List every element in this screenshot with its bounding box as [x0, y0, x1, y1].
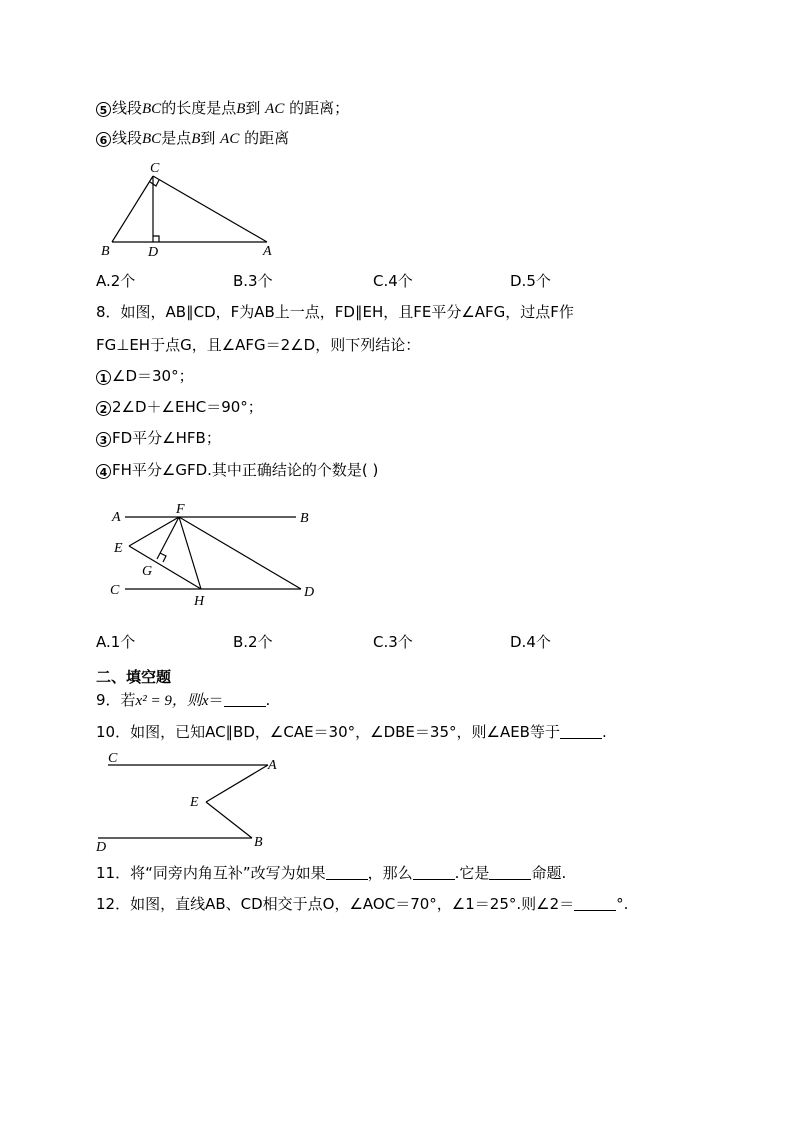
circled-number: 2 [96, 401, 111, 416]
q8-stem-line2: FG⊥EH于点G，且∠AFG＝2∠D，则下列结论： [96, 336, 421, 354]
option-a[interactable]: A.1个 [96, 633, 136, 651]
q7-statement-6: 6 线段BC是点B到 AC 的距离 [96, 128, 289, 149]
option-d[interactable]: D.4个 [510, 633, 551, 651]
label-C: C [110, 583, 120, 598]
label-D: D [304, 585, 315, 600]
label-D: D [148, 245, 159, 260]
label-A: A [263, 244, 272, 259]
q8-conclusion-1: 1 ∠D＝30°； [96, 366, 194, 386]
option-b[interactable]: B.3个 [233, 272, 273, 290]
circled-number: 3 [96, 432, 111, 447]
label-H: H [194, 594, 205, 609]
label-D: D [96, 840, 107, 855]
label-B: B [300, 511, 309, 526]
circled-number: 5 [96, 102, 111, 117]
circled-number: 4 [96, 464, 111, 479]
label-E: E [114, 541, 123, 556]
label-C: C [150, 161, 160, 176]
label-E: E [190, 795, 199, 810]
answer-blank[interactable] [413, 865, 455, 880]
circled-number: 6 [96, 132, 111, 147]
label-B: B [101, 244, 110, 259]
circled-number: 1 [96, 370, 111, 385]
option-a[interactable]: A.2个 [96, 272, 136, 290]
q8-conclusion-4: 4 FH平分∠GFD.其中正确结论的个数是( ) [96, 460, 378, 480]
q8-stem-line1: 8．如图，AB∥CD，F为AB上一点，FD∥EH，且FE平分∠AFG，过点F作 [96, 303, 574, 321]
q11: 11．将“同旁内角互补”改写为如果 ，那么 .它是 命题. [96, 864, 567, 882]
label-A: A [112, 510, 121, 525]
q9: 9．若x² = 9，则x＝ . [96, 691, 271, 709]
answer-blank[interactable] [489, 865, 531, 880]
option-c[interactable]: C.3个 [373, 633, 413, 651]
option-d[interactable]: D.5个 [510, 272, 551, 290]
label-G: G [142, 564, 153, 579]
option-c[interactable]: C.4个 [373, 272, 413, 290]
q12: 12．如图，直线AB、CD相交于点O，∠AOC＝70°，∠1＝25°.则∠2＝ °. [96, 895, 629, 913]
answer-blank[interactable] [326, 865, 368, 880]
q8-conclusion-2: 2 2∠D＋∠EHC＝90°； [96, 397, 263, 417]
answer-blank[interactable] [574, 896, 616, 911]
section-title: 二、填空题 [96, 668, 172, 686]
label-F: F [176, 502, 185, 517]
q8-conclusion-3: 3 FD平分∠HFB； [96, 428, 221, 448]
q10: 10．如图，已知AC∥BD，∠CAE＝30°，∠DBE＝35°，则∠AEB等于 . [96, 723, 607, 741]
q7-statement-5: 5 线段BC的长度是点B到 AC 的距离； [96, 98, 349, 119]
label-C: C [108, 751, 118, 766]
label-A: A [268, 758, 277, 773]
option-b[interactable]: B.2个 [233, 633, 273, 651]
label-B: B [254, 835, 263, 850]
